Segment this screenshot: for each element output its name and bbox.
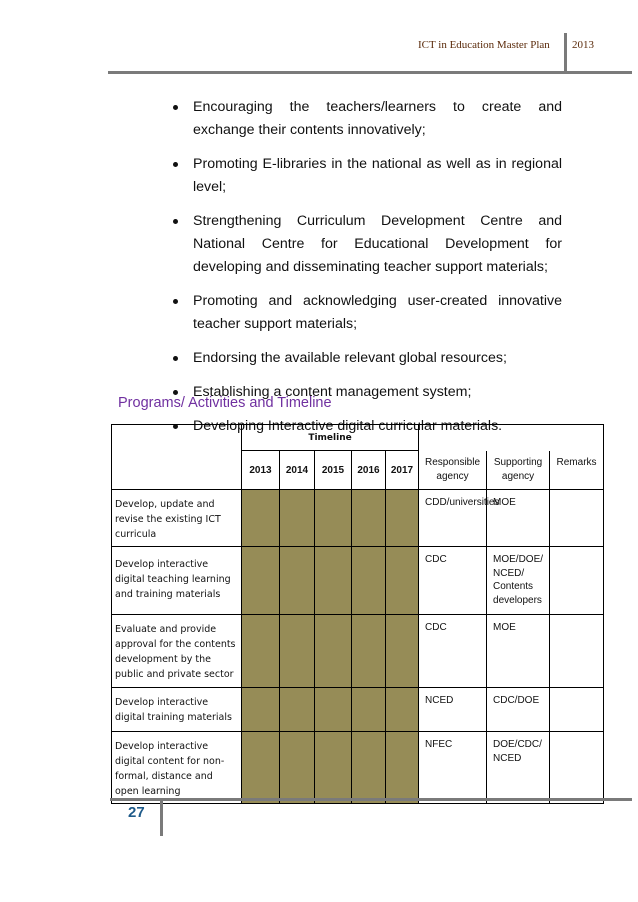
remarks-cell — [550, 688, 604, 732]
table-row — [112, 615, 604, 688]
timeline-cell-filled — [315, 732, 352, 804]
year-header: 2016 — [352, 451, 386, 490]
responsible-agency-cell: NFEC — [419, 732, 487, 804]
footer-divider — [160, 800, 163, 836]
table-row — [112, 490, 604, 547]
bullet-text: Endorsing the available relevant global resources; — [193, 350, 507, 366]
timeline-cell-filled — [315, 490, 352, 547]
table-row — [112, 688, 604, 732]
timeline-cell-filled — [352, 732, 386, 804]
bullet-dot-icon — [173, 356, 178, 361]
remarks-cell — [550, 547, 604, 615]
timeline-cell-filled — [315, 615, 352, 688]
bullet-item — [170, 210, 562, 279]
timeline-header: Timeline — [242, 425, 419, 451]
bullet-text: Developing Interactive digital curricular materials. — [193, 418, 503, 434]
timeline-cell-filled — [352, 615, 386, 688]
header-rule — [108, 71, 632, 74]
remarks-cell — [550, 615, 604, 688]
activity-cell: Develop, update and revise the existing ICT curricula — [112, 490, 242, 547]
activities-timeline-table — [111, 424, 604, 804]
supporting-agency-cell: DOE/CDC/ NCED — [487, 732, 550, 804]
timeline-cell-filled — [352, 490, 386, 547]
bullet-text: Establishing a content management system; — [193, 384, 472, 400]
supporting-agency-cell: MOE — [487, 615, 550, 688]
activity-cell: Develop interactive digital content for non- formal, distance and open learning — [112, 732, 242, 804]
supporting-agency-cell: MOE — [487, 490, 550, 547]
bullet-dot-icon — [173, 105, 178, 110]
responsible-agency-cell: CDC — [419, 547, 487, 615]
activity-cell: Develop interactive digital teaching learning and training materials — [112, 547, 242, 615]
section-heading: Programs/ Activities and Timeline — [118, 395, 332, 411]
remarks-cell — [550, 490, 604, 547]
timeline-cell-filled — [280, 732, 315, 804]
timeline-cell-filled — [280, 547, 315, 615]
timeline-cell-filled — [386, 732, 419, 804]
responsible-agency-cell: CDD/universities — [419, 490, 487, 547]
timeline-cell-filled — [242, 732, 280, 804]
header-year: 2013 — [572, 39, 594, 51]
bullet-text: Encouraging the teachers/learners to create and exchange their contents innovatively; — [193, 99, 562, 138]
bullet-item — [170, 347, 562, 370]
responsible-agency-header: Responsible agency — [419, 451, 487, 490]
responsible-agency-cell: NCED — [419, 688, 487, 732]
supporting-agency-header: Supporting agency — [487, 451, 550, 490]
timeline-cell-filled — [280, 688, 315, 732]
table-row — [112, 732, 604, 804]
responsible-agency-cell: CDC — [419, 615, 487, 688]
timeline-cell-filled — [386, 615, 419, 688]
remarks-cell — [550, 732, 604, 804]
timeline-cell-filled — [242, 490, 280, 547]
timeline-cell-filled — [315, 688, 352, 732]
bullet-text: Promoting and acknowledging user-created innovative teacher support materials; — [193, 293, 562, 332]
agency-header-top — [419, 425, 604, 451]
bullet-item — [170, 290, 562, 336]
year-header: 2017 — [386, 451, 419, 490]
activity-cell: Evaluate and provide approval for the contents development by the public and private sector — [112, 615, 242, 688]
bullet-dot-icon — [173, 162, 178, 167]
timeline-cell-filled — [386, 547, 419, 615]
timeline-cell-filled — [386, 490, 419, 547]
page-number: 27 — [128, 804, 145, 821]
remarks-header: Remarks — [550, 451, 604, 490]
timeline-cell-filled — [242, 547, 280, 615]
footer-rule — [110, 798, 632, 801]
activity-cell: Develop interactive digital training materials — [112, 688, 242, 732]
timeline-cell-filled — [386, 688, 419, 732]
header-divider — [564, 33, 567, 73]
year-header: 2013 — [242, 451, 280, 490]
timeline-cell-filled — [280, 490, 315, 547]
bullet-item — [170, 153, 562, 199]
bullet-text: Promoting E-libraries in the national as well as in regional level; — [193, 156, 562, 195]
timeline-cell-filled — [352, 547, 386, 615]
bullet-dot-icon — [173, 299, 178, 304]
timeline-cell-filled — [280, 615, 315, 688]
timeline-cell-filled — [242, 688, 280, 732]
activity-header-cell — [112, 425, 242, 490]
bullet-text: Strengthening Curriculum Development Centre and National Centre for Educational Development for developing and disseminating teacher support materials; — [193, 213, 562, 275]
table-header-row — [112, 425, 604, 451]
year-header: 2014 — [280, 451, 315, 490]
supporting-agency-cell: CDC/DOE — [487, 688, 550, 732]
timeline-cell-filled — [242, 615, 280, 688]
supporting-agency-cell: MOE/DOE/ NCED/ Contents developers — [487, 547, 550, 615]
timeline-cell-filled — [315, 547, 352, 615]
header-title: ICT in Education Master Plan — [418, 39, 550, 51]
bullet-item — [170, 96, 562, 142]
bullet-dot-icon — [173, 219, 178, 224]
table-row — [112, 547, 604, 615]
year-header: 2015 — [315, 451, 352, 490]
timeline-cell-filled — [352, 688, 386, 732]
